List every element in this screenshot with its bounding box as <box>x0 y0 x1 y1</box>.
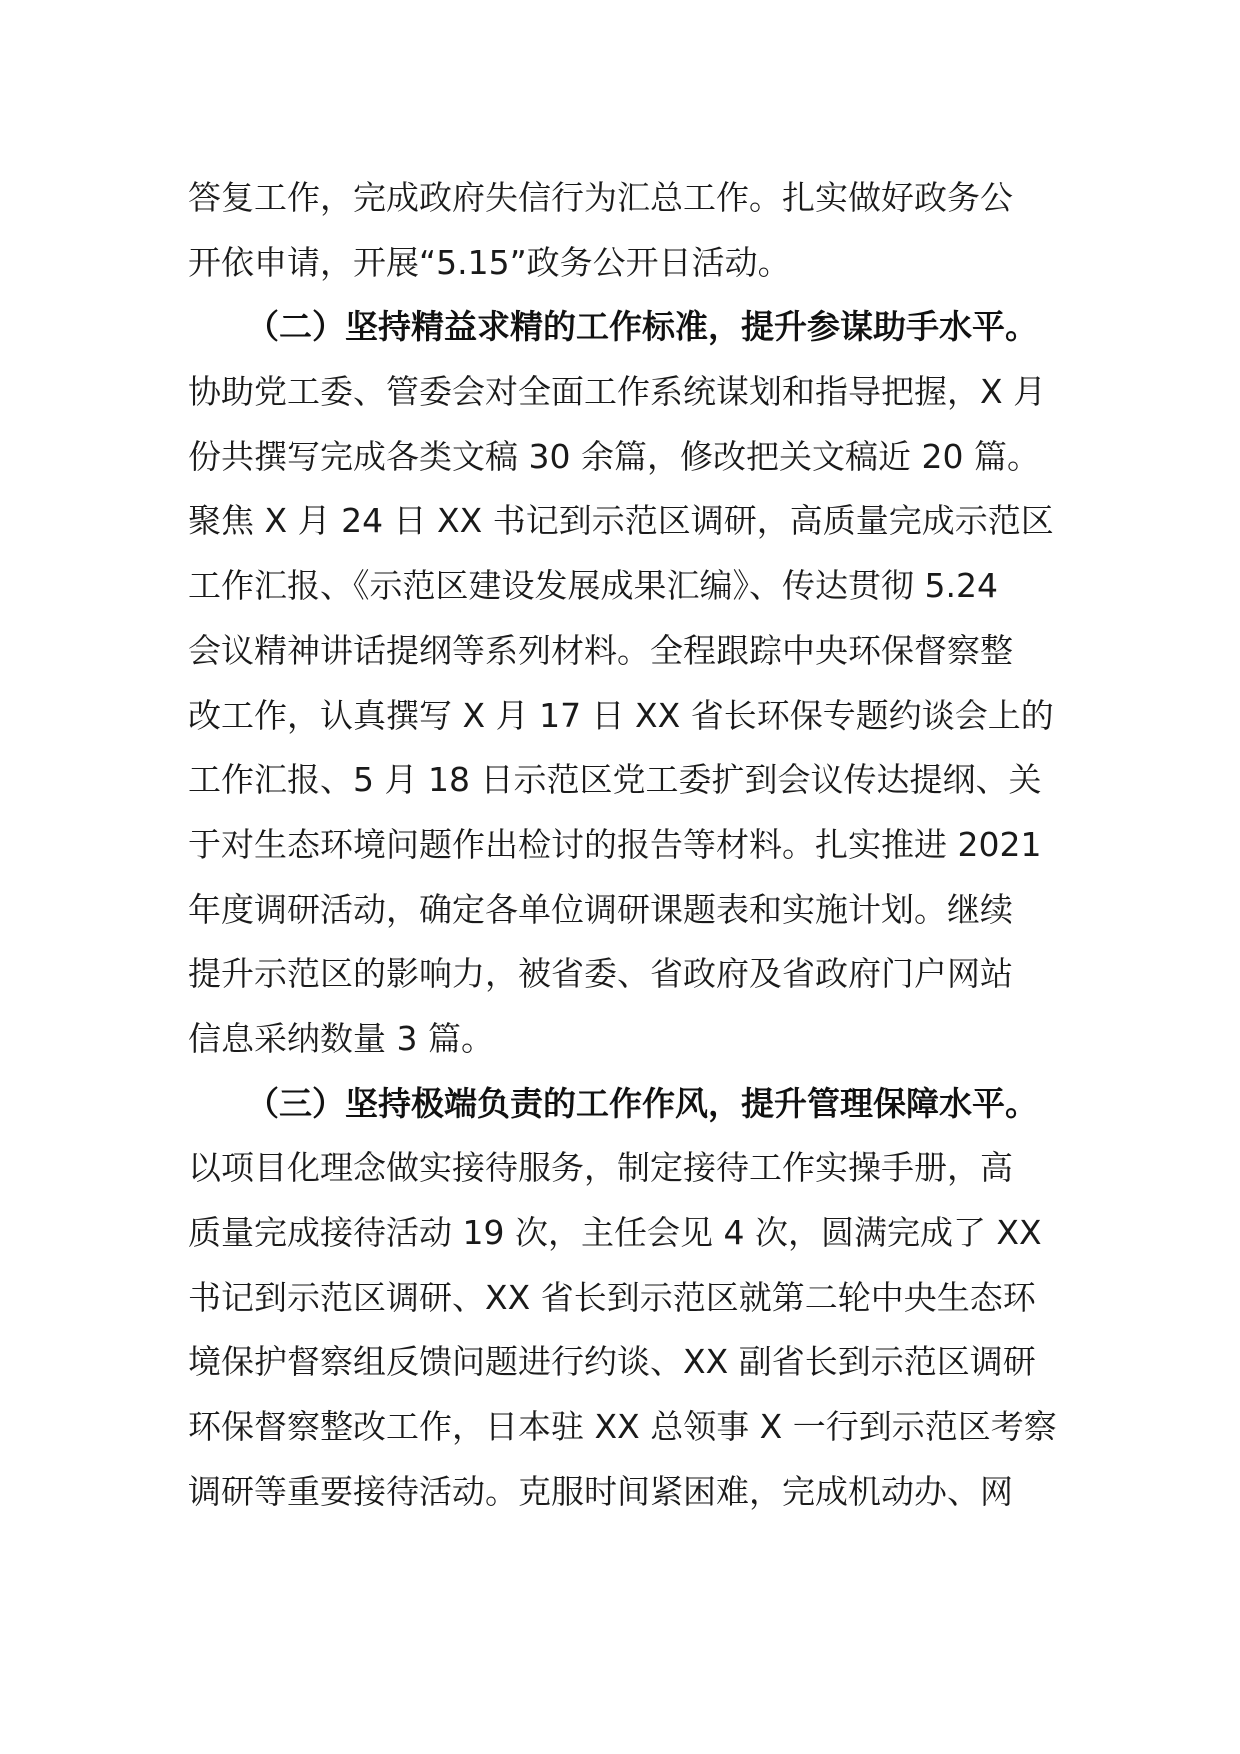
text-line: 质量完成接待活动 19 次，主任会见 4 次，圆满完成了 XX <box>188 1213 1042 1252</box>
text-line: 于对生态环境问题作出检讨的报告等材料。扎实推进 2021 <box>188 824 1042 864</box>
text-line: 信息采纳数量 3 篇。 <box>188 1018 494 1058</box>
text-line: 答复工作，完成政府失信行为汇总工作。扎实做好政务公 <box>188 178 1013 217</box>
text-line: 书记到示范区调研、XX 省长到示范区就第二轮中央生态环 <box>188 1277 1036 1317</box>
text-line: 调研等重要接待活动。克服时间紧困难，完成机动办、网 <box>188 1471 1013 1511</box>
text-line: 境保护督察组反馈问题进行约谈、XX 副省长到示范区调研 <box>188 1342 1036 1382</box>
text-line: 份共撰写完成各类文稿 30 余篇，修改把关文稿近 20 篇。 <box>188 436 1040 476</box>
text-line: 年度调研活动，确定各单位调研课题表和实施计划。继续 <box>188 889 1013 929</box>
text-line: 提升示范区的影响力，被省委、省政府及省政府门户网站 <box>188 954 1013 994</box>
document-body <box>188 166 1068 1524</box>
text-line: 工作汇报、《示范区建设发展成果汇编》、传达贯彻 5.24 <box>188 566 998 606</box>
section-heading-3: （三）坚持极端负责的工作作风，提升管理保障水平。 <box>246 1083 1038 1123</box>
text-line: 环保督察整改工作，日本驻 XX 总领事 X 一行到示范区考察 <box>188 1407 1057 1447</box>
text-line: 协助党工委、管委会对全面工作系统谋划和指导把握，X 月 <box>188 372 1047 412</box>
text-line: 开依申请，开展“5.15”政务公开日活动。 <box>188 242 791 282</box>
text-line: 聚焦 X 月 24 日 XX 书记到示范区调研，高质量完成示范区 <box>188 501 1054 541</box>
section-heading-2: （二）坚持精益求精的工作标准，提升参谋助手水平。 <box>246 307 1038 347</box>
text-line: 改工作，认真撰写 X 月 17 日 XX 省长环保专题约谈会上的 <box>188 695 1054 735</box>
text-line: 工作汇报、5 月 18 日示范区党工委扩到会议传达提纲、关 <box>188 760 1042 800</box>
text-line: 会议精神讲话提纲等系列材料。全程跟踪中央环保督察整 <box>188 630 1013 670</box>
text-line: 以项目化理念做实接待服务，制定接待工作实操手册，高 <box>188 1148 1013 1188</box>
